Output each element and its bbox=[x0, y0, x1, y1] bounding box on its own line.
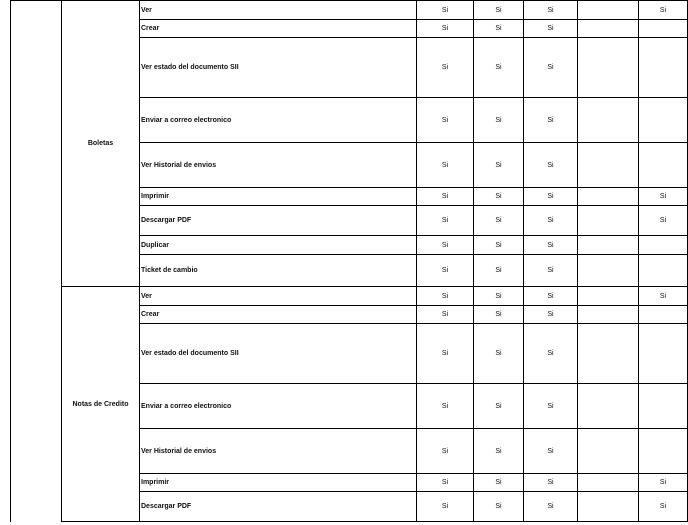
permission-cell bbox=[639, 306, 688, 324]
action-cell: Ver bbox=[140, 287, 417, 306]
permission-cell: Si bbox=[524, 384, 578, 429]
permission-cell: Si bbox=[639, 287, 688, 306]
permission-cell: Si bbox=[417, 20, 474, 38]
permission-cell bbox=[578, 306, 639, 324]
permission-cell: Si bbox=[474, 236, 524, 255]
permission-cell: Si bbox=[524, 255, 578, 287]
permission-cell: Si bbox=[474, 492, 524, 522]
permission-cell: Si bbox=[474, 429, 524, 474]
permission-cell: Si bbox=[524, 20, 578, 38]
permission-cell: Si bbox=[639, 1, 688, 20]
action-cell: Enviar a correo electronico bbox=[140, 384, 417, 429]
permission-cell: Si bbox=[524, 188, 578, 206]
permission-cell bbox=[578, 384, 639, 429]
permission-cell bbox=[578, 20, 639, 38]
permission-cell bbox=[578, 188, 639, 206]
action-cell: Ticket de cambio bbox=[140, 255, 417, 287]
permission-cell: Si bbox=[639, 492, 688, 522]
permission-cell: Si bbox=[474, 255, 524, 287]
module-cell bbox=[11, 287, 62, 522]
permission-cell bbox=[578, 206, 639, 236]
permission-cell bbox=[639, 236, 688, 255]
permission-cell: Si bbox=[417, 143, 474, 188]
permission-cell bbox=[578, 255, 639, 287]
permission-cell: Si bbox=[417, 324, 474, 384]
permission-cell: Si bbox=[474, 324, 524, 384]
permission-cell: Si bbox=[474, 188, 524, 206]
permission-cell bbox=[639, 324, 688, 384]
permission-cell bbox=[639, 429, 688, 474]
table-row bbox=[11, 1, 688, 20]
action-cell: Descargar PDF bbox=[140, 206, 417, 236]
permission-cell: Si bbox=[524, 324, 578, 384]
action-cell: Imprimir bbox=[140, 188, 417, 206]
group-name-cell: Boletas bbox=[62, 1, 140, 287]
permission-cell bbox=[578, 429, 639, 474]
permission-cell bbox=[639, 20, 688, 38]
permission-cell: Si bbox=[417, 287, 474, 306]
permission-cell: Si bbox=[524, 306, 578, 324]
permission-cell: Si bbox=[417, 474, 474, 492]
permission-cell bbox=[578, 236, 639, 255]
permission-cell: Si bbox=[474, 1, 524, 20]
permission-cell: Si bbox=[524, 98, 578, 143]
permission-cell bbox=[639, 143, 688, 188]
permission-cell: Si bbox=[417, 206, 474, 236]
permission-cell bbox=[578, 324, 639, 384]
permission-cell: Si bbox=[524, 492, 578, 522]
action-cell: Imprimir bbox=[140, 474, 417, 492]
action-cell: Ver estado del documento SII bbox=[140, 324, 417, 384]
permission-cell: Si bbox=[417, 1, 474, 20]
permission-cell bbox=[578, 1, 639, 20]
permission-cell bbox=[578, 38, 639, 98]
permission-cell: Si bbox=[417, 429, 474, 474]
action-cell: Ver Historial de envios bbox=[140, 143, 417, 188]
permission-cell: Si bbox=[639, 206, 688, 236]
permission-cell: Si bbox=[524, 236, 578, 255]
permission-cell bbox=[578, 474, 639, 492]
action-cell: Ver bbox=[140, 1, 417, 20]
module-cell bbox=[11, 1, 62, 287]
permission-cell bbox=[639, 38, 688, 98]
permission-cell: Si bbox=[474, 287, 524, 306]
permission-cell: Si bbox=[639, 474, 688, 492]
permission-cell: Si bbox=[474, 384, 524, 429]
group-name-cell: Notas de Credito bbox=[62, 287, 140, 522]
permission-cell: Si bbox=[474, 38, 524, 98]
action-cell: Descargar PDF bbox=[140, 492, 417, 522]
permission-cell: Si bbox=[524, 287, 578, 306]
permission-cell: Si bbox=[524, 429, 578, 474]
permission-cell: Si bbox=[639, 188, 688, 206]
permission-cell bbox=[578, 287, 639, 306]
permission-cell bbox=[578, 143, 639, 188]
action-cell: Crear bbox=[140, 20, 417, 38]
permission-cell: Si bbox=[474, 98, 524, 143]
permission-cell: Si bbox=[474, 206, 524, 236]
permission-cell: Si bbox=[524, 143, 578, 188]
permission-cell bbox=[578, 492, 639, 522]
action-cell: Ver estado del documento SII bbox=[140, 38, 417, 98]
permission-cell: Si bbox=[474, 306, 524, 324]
permission-cell: Si bbox=[417, 255, 474, 287]
permission-cell: Si bbox=[474, 20, 524, 38]
permission-cell: Si bbox=[524, 474, 578, 492]
permission-cell: Si bbox=[524, 1, 578, 20]
permission-cell: Si bbox=[417, 236, 474, 255]
permission-cell: Si bbox=[474, 474, 524, 492]
permission-cell: Si bbox=[524, 206, 578, 236]
permission-cell: Si bbox=[417, 306, 474, 324]
permission-cell bbox=[639, 384, 688, 429]
action-cell: Duplicar bbox=[140, 236, 417, 255]
permission-cell: Si bbox=[474, 143, 524, 188]
permission-cell bbox=[639, 98, 688, 143]
permission-cell: Si bbox=[417, 188, 474, 206]
permission-cell: Si bbox=[417, 98, 474, 143]
action-cell: Ver Historial de envios bbox=[140, 429, 417, 474]
permissions-table bbox=[10, 0, 688, 522]
action-cell: Enviar a correo electronico bbox=[140, 98, 417, 143]
permission-cell: Si bbox=[417, 38, 474, 98]
permission-cell: Si bbox=[524, 38, 578, 98]
permission-cell: Si bbox=[417, 384, 474, 429]
table-row bbox=[11, 287, 688, 306]
permission-cell: Si bbox=[417, 492, 474, 522]
action-cell: Crear bbox=[140, 306, 417, 324]
permission-cell bbox=[578, 98, 639, 143]
permission-cell bbox=[639, 255, 688, 287]
